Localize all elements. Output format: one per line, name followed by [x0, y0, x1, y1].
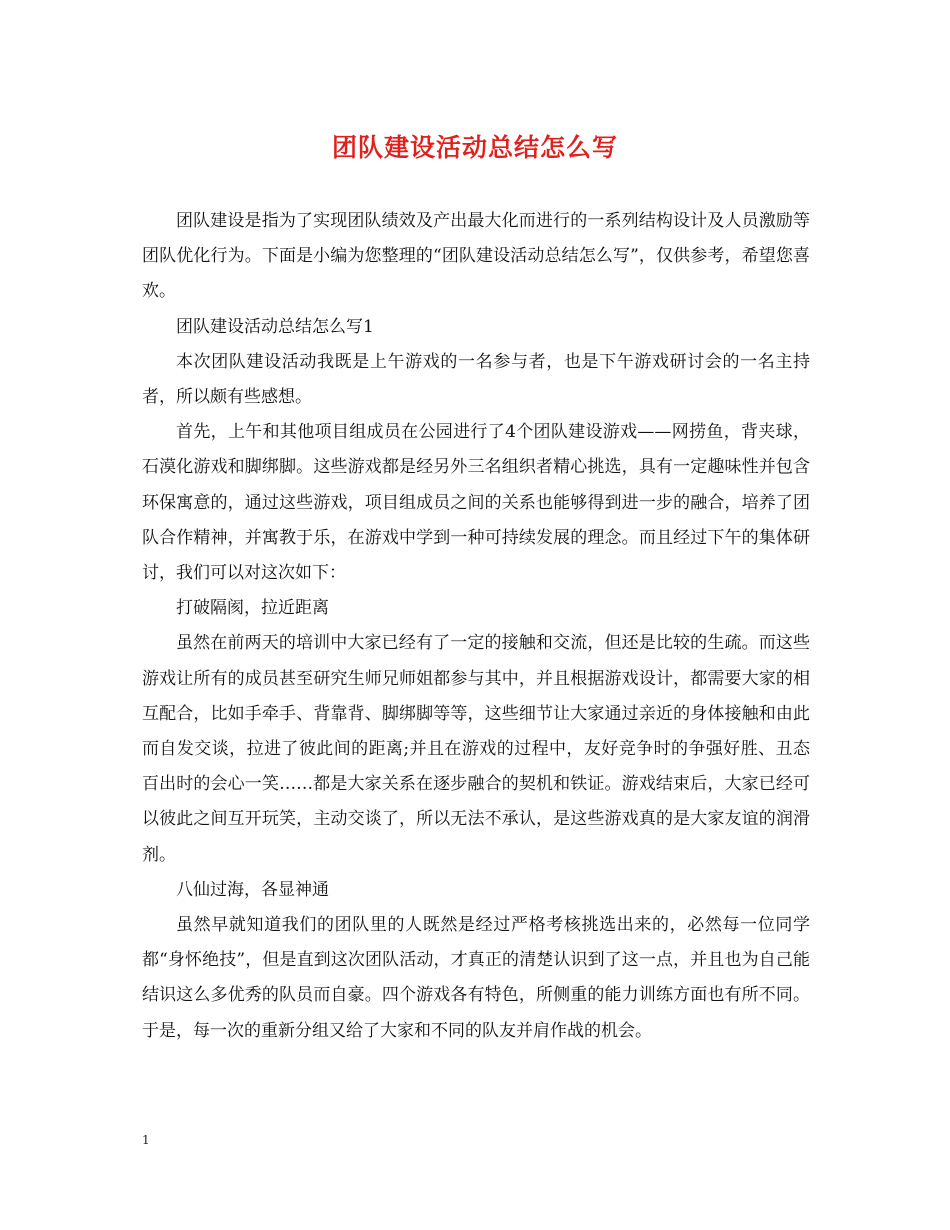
section-heading-1: 团队建设活动总结怎么写1: [176, 316, 374, 337]
document-body: [142, 204, 810, 1049]
page-number: 1: [142, 1133, 150, 1147]
subheading-break-barriers: 打破隔阂，拉近距离: [176, 598, 329, 619]
document-title: 团队建设活动总结怎么写: [331, 133, 618, 162]
paragraph-games: 首先，上午和其他项目组成员在公园进行了4个团队建设游戏——网捞鱼，背夹球，石漠化游戏和脚绑脚。这些游戏都是经另外三名组织者精心挑选，具有一定趣味性并包含环保寓意的，通过这些游戏，项目组成员之间的关系也能够得到进一步的融合，培养了团队合作精神，并寓教于乐，在游戏中学到一种可持续发展的理念。而且经过下午的集体研讨，我们可以对这次如下：: [142, 422, 810, 584]
paragraph-closer-distance: 虽然在前两天的培训中大家已经有了一定的接触和交流，但还是比较的生疏。而这些游戏让所有的成员甚至研究生师兄师姐都参与其中，并且根据游戏设计，都需要大家的相互配合，比如手牵手、背靠背、脚绑脚等等，这些细节让大家通过亲近的身体接触和由此而自发交谈，拉进了彼此间的距离;并且在游戏的过程中，友好竞争时的争强好胜、丑态百出时的会心一笑……都是大家关系在逐步融合的契机和铁证。游戏结束后，大家已经可以彼此之间互开玩笑，主动交谈了，所以无法不承认，是这些游戏真的是大家友谊的润滑剂。: [142, 633, 810, 865]
paragraph-intro: 团队建设是指为了实现团队绩效及产出最大化而进行的一系列结构设计及人员激励等团队优化行为。下面是小编为您整理的“团队建设活动总结怎么写”，仅供参考，希望您喜欢。: [142, 211, 810, 302]
paragraph-role: 本次团队建设活动我既是上午游戏的一名参与者，也是下午游戏研讨会的一名主持者，所以颇有些感想。: [142, 351, 810, 408]
paragraph-talents: 虽然早就知道我们的团队里的人既然是经过严格考核挑选出来的，必然每一位同学都“身怀绝技”，但是直到这次团队活动，才真正的清楚认识到了这一点，并且也为自己能结识这么多优秀的队员而自豪。四个游戏各有特色，所侧重的能力训练方面也有所不同。于是，每一次的重新分组又给了大家和不同的队友并肩作战的机会。: [142, 915, 810, 1041]
subheading-eight-immortals: 八仙过海，各显神通: [176, 879, 329, 900]
